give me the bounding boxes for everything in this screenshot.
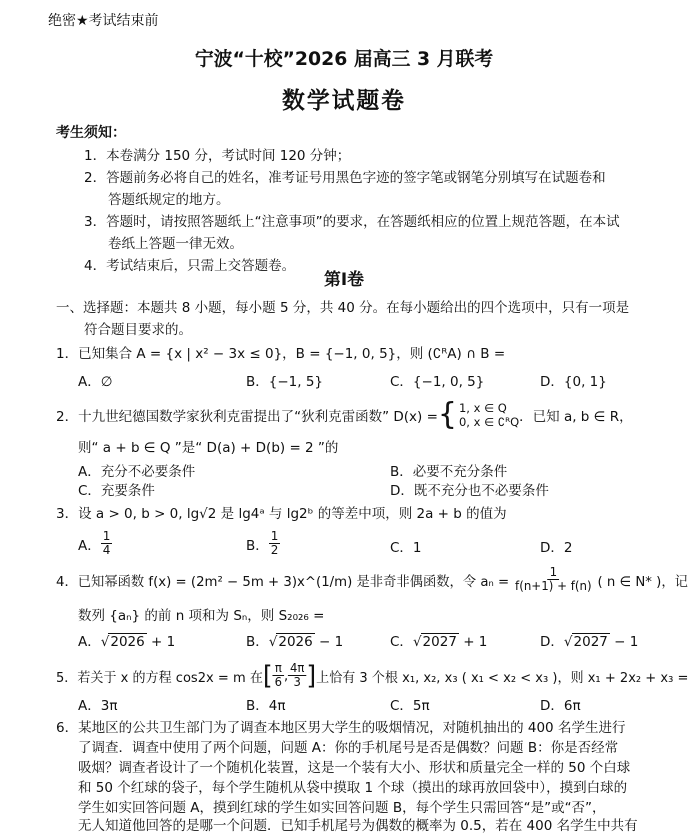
q2-stem-end: ．已知 a, b ∈ R， [519,409,633,425]
q4-stem-start: 4．已知幂函数 f(x) = (2m² − 5m + 3)x^(1/m) 是非奇非偶函数，令 aₙ = [56,573,510,590]
q3-a-numerator: 1 [102,529,111,543]
notice-item: 3．答题时，请按照答题纸上“注意事项”的要求，在答题纸相应的位置上规范答题，在本试 [84,214,620,230]
q2-option-b: B．必要不充分条件 [390,464,508,480]
q1-option-c: C．{−1, 0, 5} [390,374,485,390]
q4-option-a: A．√2026 + 1 [78,634,176,650]
q5-option-d: D．6π [540,698,581,714]
part-title: 第Ⅰ卷 [324,270,364,290]
q5-lo-denominator: 6 [274,675,283,689]
q1-option-a: A．∅ [78,374,113,390]
q4-frac-denominator: f(n+1) + f(n) [515,579,592,593]
notice-heading: 考生须知： [56,125,126,141]
q2-option-a: A．充分不必要条件 [78,464,196,480]
q5-hi-numerator: 4π [290,661,305,675]
q5-option-c: C．5π [390,698,430,714]
question-6-line: 了调查．调查中使用了两个问题，问题 A：你的手机尾号是否是偶数？问题 B：你是否经常 [78,740,619,756]
q5-interval-open: [ [262,660,273,691]
q2-piecewise: { 1, x ∈ Q 0, x ∈ ∁ᴿQ [437,397,520,432]
q3-option-b: B． $\frac{1}{2}$ [246,529,279,557]
question-4-line2: 数列 {aₙ} 的前 n 项和为 Sₙ，则 S₂₀₂₆ = [78,608,325,624]
question-2-stem [56,397,633,432]
q2-stem-start: 2．十九世纪德国数学家狄利克雷提出了“狄利克雷函数” D(x) = [56,409,438,425]
notice-item: 4．考试结束后，只需上交答题卷。 [84,258,296,274]
q3-a-denominator: 4 [102,543,111,557]
q3-option-c: C．1 [390,540,422,556]
q4-option-c: C．√2027 + 1 [390,634,488,650]
q4-stem-end: ( n ∈ N* )，记 [597,573,688,590]
q4-d-radicand: 2027 [573,634,608,650]
q5-option-a: A．3π [78,698,118,714]
q2-option-c: C．充要条件 [78,483,155,499]
confidential-label: 绝密★考试结束前 [48,13,159,29]
q5-hi-denominator: 3 [293,675,301,689]
question-3-stem: 3．设 a > 0, b > 0, lg√2 是 lg4ᵃ 与 lg2ᵇ 的等差中项，则 2a + b 的值为 [56,506,507,522]
q3-b-denominator: 2 [270,543,279,557]
q4-frac-numerator: 1 [549,565,558,579]
question-2-line2: 则“ a + b ∈ Q ”是“ D(a) + D(b) = 2 ”的 [78,440,339,456]
q5-stem-end: 上恰有 3 个根 x₁, x₂, x₃ ( x₁ < x₂ < x₃ )，则 x₁ + 2x₂ + x₃ = [316,669,689,686]
notice-item: 答题纸规定的地方。 [108,192,230,208]
notice-item: 卷纸上答题一律无效。 [108,236,243,252]
q5-option-b: B．4π [246,698,286,714]
notice-item: 1．本卷满分 150 分，考试时间 120 分钟； [84,148,351,164]
paper-title: 数学试题卷 [282,88,406,114]
question-5-stem: 5．若关于 x 的方程 cos2x = m 在 [ $\frac{\pi}{6}$ , $\frac{4\pi}{3}$ ] 上恰有 3 个根 x₁, x₂, x₃ ( x₁ < x₂ < x₃ )，则 x₁ + 2x₂ + x₃ = [56,660,689,691]
q2-case-1: 1, x ∈ Q [458,401,507,415]
q4-a-radicand: 2026 [110,634,145,650]
question-4-stem [56,566,688,593]
section-heading: 一、选择题：本题共 8 小题，每小题 5 分，共 40 分。在每小题给出的四个选项中，只有一项是 [56,300,630,316]
q1-option-d: D．{0, 1} [540,374,607,390]
section-heading: 符合题目要求的。 [84,322,192,338]
q4-c-radicand: 2027 [422,634,457,650]
q3-option-d: D．2 [540,540,573,556]
question-6-line: 无人知道他回答的是哪一个问题．已知手机尾号为偶数的概率为 0.5，若在 400 名学生中共有 [78,818,638,834]
q2-option-d: D．既不充分也不必要条件 [390,483,549,499]
notice-item: 2．答题前务必将自己的姓名，准考证号用黑色字迹的签字笔或钢笔分别填写在试题卷和 [84,170,606,186]
question-6-line: 学生如实回答问题 A，摸到红球的学生如实回答问题 B，每个学生只需回答“是”或“否”， [78,800,606,816]
q3-option-a: A． $\frac{1}{4}$ [78,529,111,557]
q5-interval-close: ] [306,660,317,691]
question-6-line: 6．某地区的公共卫生部门为了调查本地区男大学生的吸烟情况，对随机抽出的 400 名学生进行 [56,720,626,736]
q5-stem-start: 5．若关于 x 的方程 cos2x = m 在 [56,669,263,686]
question-1-stem: 1．已知集合 A = {x | x² − 3x ≤ 0}，B = {−1, 0, 5}，则 (∁ᴿA) ∩ B = [56,346,506,362]
q4-option-d: D．√2027 − 1 [540,634,639,650]
q4-b-radicand: 2026 [278,634,313,650]
q2-case-2: 0, x ∈ ∁ᴿQ [458,415,520,429]
q4-option-b: B．√2026 − 1 [246,634,344,650]
question-6-line: 吸烟？调查者设计了一个随机化装置，这是一个装有大小、形状和质量完全一样的 50 个白球 [78,760,631,776]
q5-lo-numerator: π [274,661,282,675]
exam-title: 宁波“十校”2026 届高三 3 月联考 [194,48,494,70]
q3-b-numerator: 1 [270,529,279,543]
question-6-line: 和 50 个红球的袋子，每个学生随机从袋中摸取 1 个球（摸出的球再放回袋中），摸到白球的 [78,780,628,796]
q1-option-b: B．{−1, 5} [246,374,324,390]
